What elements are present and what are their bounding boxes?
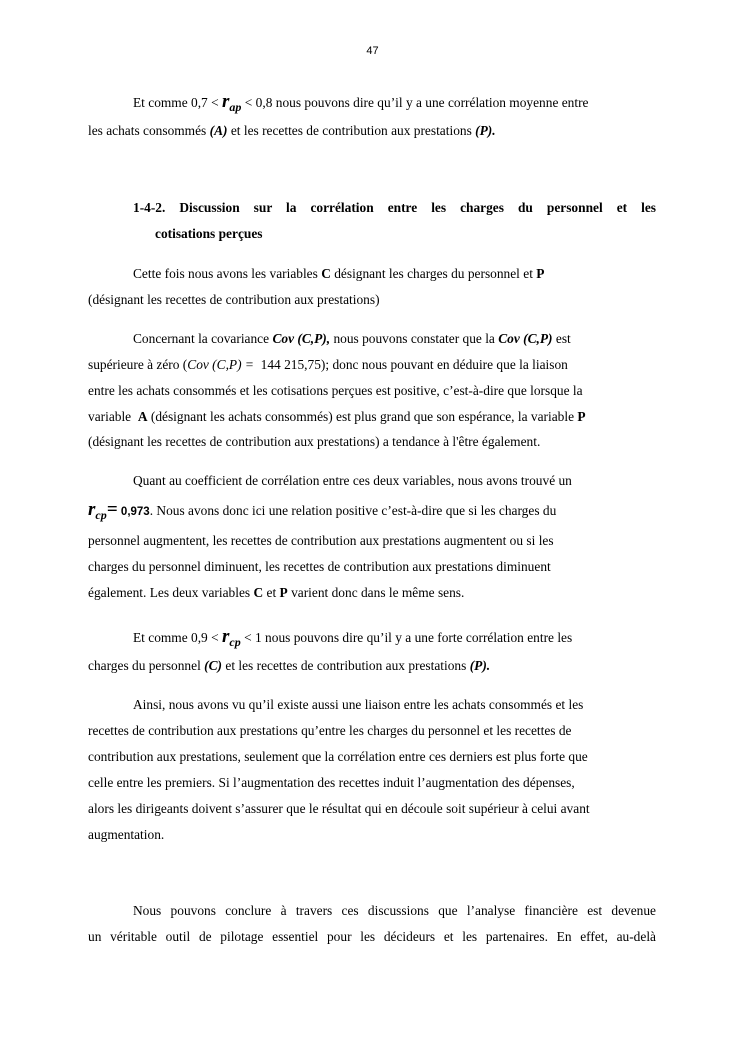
- r-cp-symbol-2: $r_{cp}$: [222, 626, 241, 649]
- p3-line-3: entre les achats consommés et les cotisations perçues est positive, c’est-à-dire que lorsque la: [88, 383, 583, 398]
- p5-line-1: Et comme $0,9 < r_{cp} < 1$ nous pouvons dire qu’il y a une forte corrélation entre les: [133, 626, 573, 649]
- p4-line-5: également. Les deux variables C et P varient donc dans le même sens.: [88, 585, 465, 600]
- p4-line-3: personnel augmentent, les recettes de contribution aux prestations augmentent ou si les: [88, 533, 554, 548]
- p6-line-2: recettes de contribution aux prestations qu’entre les charges du personnel et les recettes de: [88, 723, 572, 738]
- p3-line-1: Concernant la covariance Cov (C,P), nous pouvons constater que la Cov (C,P) est: [133, 331, 571, 346]
- p4-line-1: Quant au coefficient de corrélation entre ces deux variables, nous avons trouvé un: [133, 473, 572, 488]
- p6-line-1: Ainsi, nous avons vu qu’il existe aussi une liaison entre les achats consommés et les: [133, 697, 584, 712]
- r-cp-symbol: $r_{cp}=$: [88, 499, 118, 522]
- p6-line-4: celle entre les premiers. Si l’augmentation des recettes induit l’augmentation des dépenses,: [88, 775, 575, 790]
- p6-line-6: augmentation.: [88, 827, 165, 842]
- p7-line-1: Nous pouvons conclure à travers ces discussions que l’analyse financière est devenue: [133, 903, 656, 918]
- p5-line-2: charges du personnel (C) et les recettes de contribution aux prestations (P).: [88, 658, 491, 673]
- p1-line-1: Et comme $0,7 < r_{ap} < 0,8$ nous pouvons dire qu’il y a une corrélation moyenne entre: [133, 91, 589, 114]
- p4-line-2: $r_{cp}= 0,973$. Nous avons donc ici une relation positive c’est-à-dire que si les charges du: [88, 499, 557, 522]
- p4-line-4: charges du personnel diminuent, les recettes de contribution aux prestations diminuent: [88, 559, 551, 574]
- p6-line-5: alors les dirigeants doivent s’assurer que le résultat qui en découle soit supérieur à celui avant: [88, 801, 590, 816]
- p6-line-3: contribution aux prestations, seulement que la corrélation entre ces derniers est plus forte que: [88, 749, 588, 764]
- page-number: 47: [366, 45, 379, 57]
- r-ap-symbol: $r_{ap}$: [222, 91, 242, 114]
- p2-line-1: Cette fois nous avons les variables C désignant les charges du personnel et P: [133, 266, 545, 281]
- p7-line-2: un véritable outil de pilotage essentiel pour les décideurs et les partenaires. En effet, au-delà: [88, 929, 656, 944]
- p3-line-5: (désignant les recettes de contribution aux prestations) a tendance à l'être également.: [88, 434, 541, 449]
- p1-line-2: les achats consommés (A) et les recettes de contribution aux prestations (P).: [88, 123, 496, 138]
- p3-line-4: variable A (désignant les achats consommés) est plus grand que son espérance, la variable P: [88, 409, 586, 424]
- heading-line-1: 1-4-2. Discussion sur la corrélation entre les charges du personnel et les: [133, 200, 656, 215]
- heading-line-2: cotisations perçues: [155, 226, 263, 241]
- p2-line-2: (désignant les recettes de contribution aux prestations): [88, 292, 380, 307]
- p3-line-2: supérieure à zéro (Cov (C,P) = 144 215,75); donc nous pouvant en déduire que la liaison: [88, 357, 568, 372]
